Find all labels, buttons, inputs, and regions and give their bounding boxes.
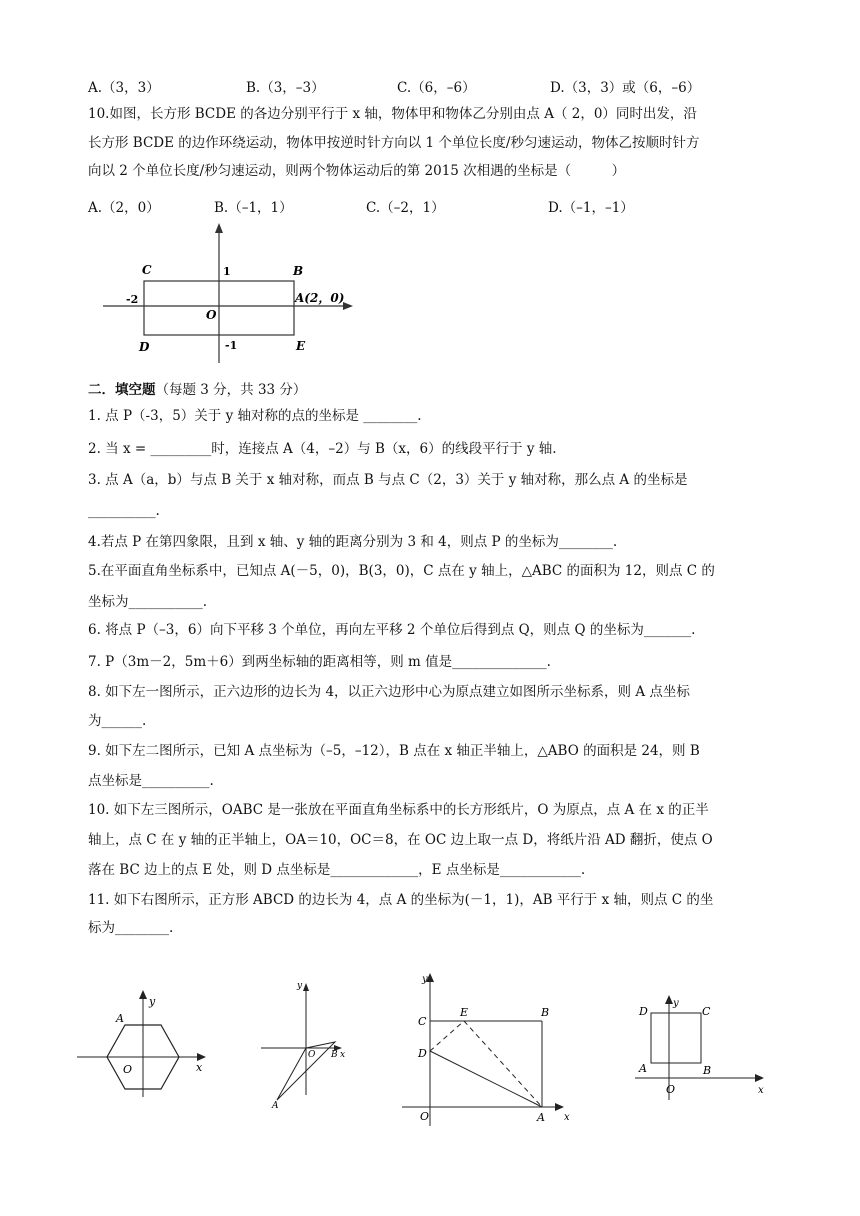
q9-option-b: B.（3，–3） (246, 80, 325, 96)
q8-line-1: 8. 如下左一图所示，正六边形的边长为 4，以正六边形中心为原点建立如图所示坐标系，则 A 点坐标 (88, 684, 690, 700)
label-c: C (142, 263, 152, 277)
label-o: O (308, 1050, 316, 1060)
label-d: D (418, 1047, 427, 1060)
q9-option-d: D.（3，3）或（6，–6） (550, 80, 701, 96)
label-b: B (703, 1064, 712, 1077)
label-a: A (537, 1111, 545, 1124)
y-axis-arrow (303, 983, 309, 991)
x-axis-arrow (197, 1053, 206, 1061)
label-d: D (639, 1005, 648, 1018)
label-o: O (420, 1110, 430, 1123)
square-abcd (651, 1013, 701, 1063)
label-a: A (639, 1062, 647, 1075)
q9-option-c: C.（6，–6） (397, 80, 476, 96)
dashed-de (430, 1021, 464, 1051)
q8-line-2: 为______. (88, 713, 147, 729)
q5-line-1: 5.在平面直角坐标系中，已知点 A(－5，0)，B(3，0)，C 点在 y 轴上，△ABC 的面积为 12，则点 C 的 (88, 563, 715, 579)
label-c: C (418, 1015, 427, 1028)
q3-line-1: 3. 点 A（a，b）与点 B 关于 x 轴对称，而点 B 与点 C（2，3）关于 y 轴对称，那么点 A 的坐标是 (88, 472, 688, 488)
q3-line-2: __________. (88, 503, 160, 519)
q10-line-2: 长方形 BCDE 的边作环绕运动，物体甲按逆时针方向以 1 个单位长度/秒匀速运动，物体乙按顺时针方 (88, 135, 700, 151)
label-a: A (116, 1012, 124, 1025)
q5-line-2: 坐标为___________. (88, 594, 208, 610)
q7: 7. P（3m－2，5m＋6）到两坐标轴的距离相等，则 m 值是______________. (88, 654, 551, 670)
square-figure (630, 990, 775, 1105)
x-axis-arrow (555, 1103, 564, 1111)
label-b: B (541, 1006, 550, 1019)
rectangle-fold-figure (398, 968, 583, 1130)
q10-option-a: A.（2，0） (88, 200, 160, 216)
q10-line-3: 向以 2 个单位长度/秒匀速运动，则两个物体运动后的第 2015 次相遇的坐标是（ ） (88, 163, 626, 179)
x-axis-arrow (343, 302, 353, 310)
label-a: A(2，0) (295, 291, 345, 305)
q2: 2. 当 x = _________时，连接点 A（4，–2）与 B（x，6）的线段平行于 y 轴. (88, 441, 557, 457)
q10-fill-line-2: 轴上，点 C 在 y 轴的正半轴上，OA＝10，OC＝8，在 OC 边上取一点 D，将纸片沿 AD 翻折，使点 O (88, 832, 713, 848)
label-x: x (196, 1061, 203, 1074)
q10-fill-line-3: 落在 BC 边上的点 E 处，则 D 点坐标是_____________，E 点坐标是____________. (88, 862, 586, 878)
label-o: O (666, 1083, 676, 1096)
label-o: O (206, 308, 217, 322)
label-e: E (460, 1006, 469, 1019)
label-d: D (139, 340, 150, 354)
y-axis-arrow (215, 223, 223, 233)
section-heading (88, 378, 306, 398)
section-title: 二．填空题 (88, 382, 156, 398)
q9-line-2: 点坐标是__________. (88, 773, 214, 789)
label-y: y (422, 974, 428, 985)
q1: 1. 点 P（-3，5）关于 y 轴对称的点的坐标是 ________. (88, 408, 422, 424)
q10-option-c: C.（–2，1） (366, 200, 445, 216)
q10-figure (95, 218, 365, 368)
label-x: x (340, 1050, 346, 1060)
label-neg1: -1 (225, 339, 238, 352)
q10-option-d: D.（–1，–1） (548, 200, 634, 216)
label-o: O (123, 1063, 133, 1076)
q11-line-1: 11. 如下右图所示，正方形 ABCD 的边长为 4，点 A 的坐标为(－1，1)，AB 平行于 x 轴，则点 C 的坐 (88, 892, 714, 908)
label-b: B (293, 264, 304, 278)
y-axis-arrow (139, 990, 147, 999)
fold-line-ad (430, 1051, 542, 1107)
label-e: E (296, 339, 306, 353)
y-axis-arrow (665, 995, 673, 1004)
q10-line-1: 10.如图，长方形 BCDE 的各边分别平行于 x 轴，物体甲和物体乙分别由点 A（ 2，0）同时出发，沿 (88, 106, 697, 122)
label-a: A (272, 1101, 279, 1111)
label-b: B (331, 1050, 338, 1060)
label-x: x (564, 1112, 570, 1123)
q10-fill-line-1: 10. 如下左三图所示，OABC 是一张放在平面直角坐标系中的长方形纸片，O 为原点，点 A 在 x 的正半 (88, 802, 709, 818)
label-y: y (297, 981, 303, 991)
triangle-figure (256, 975, 366, 1115)
hexagon-figure (72, 985, 217, 1105)
x-axis-arrow (755, 1074, 764, 1082)
label-neg2: -2 (126, 293, 139, 306)
q6: 6. 将点 P（–3，6）向下平移 3 个单位，再向左平移 2 个单位后得到点 Q，则点 Q 的坐标为_______. (88, 622, 696, 638)
label-c: C (702, 1005, 711, 1018)
q10-option-b: B.（–1，1） (214, 200, 293, 216)
q11-line-2: 标为________. (88, 920, 174, 936)
section-note: （每题 3 分，共 33 分） (155, 382, 307, 398)
label-y: y (149, 995, 156, 1008)
q4: 4.若点 P 在第四象限，且到 x 轴、y 轴的距离分别为 3 和 4，则点 P 的坐标为________. (88, 534, 618, 550)
q9-line-1: 9. 如下左二图所示，已知 A 点坐标为（–5，–12），B 点在 x 轴正半轴上，△ABO 的面积是 24，则 B (88, 743, 700, 759)
q9-option-a: A.（3，3） (88, 80, 160, 96)
dashed-ea (464, 1021, 542, 1107)
label-y: y (673, 998, 679, 1009)
label-1: 1 (223, 265, 231, 278)
label-x: x (758, 1085, 764, 1096)
